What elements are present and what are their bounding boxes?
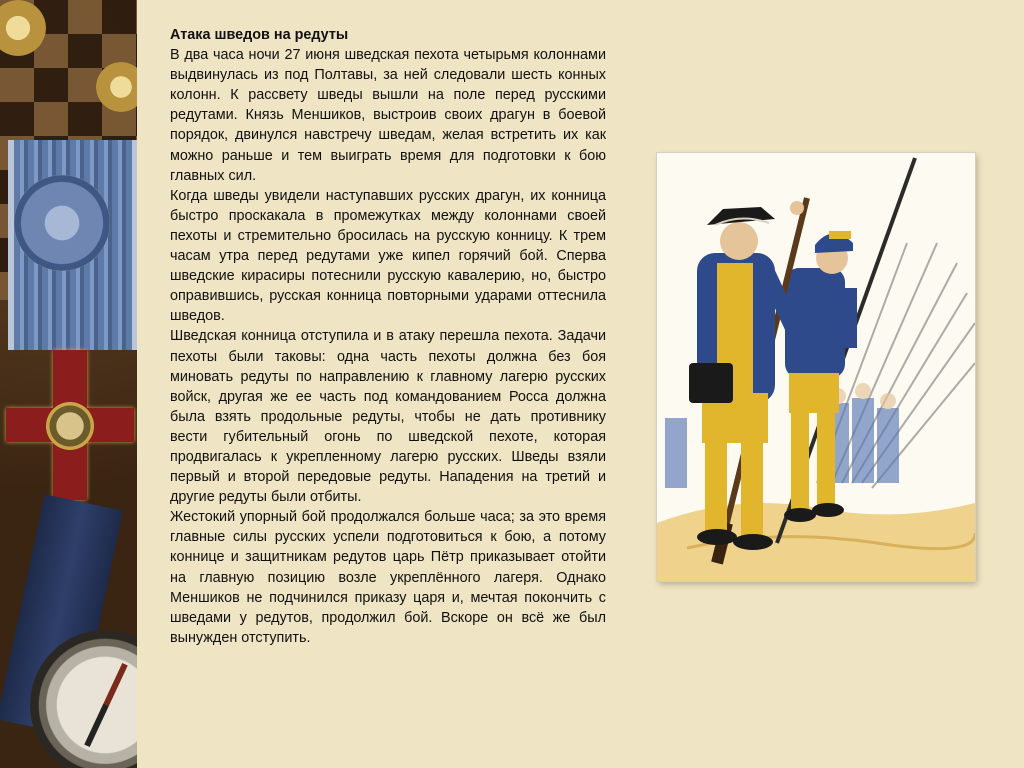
swedish-infantry-illustration <box>657 153 975 581</box>
article <box>170 25 606 648</box>
article-paragraph: В два часа ночи 27 июня шведская пехота четырьмя колоннами выдвинулась из под Полтавы, за ней следовали шесть конных колонн. К рассвету шведы вышли на поле перед русскими редутами. Князь Меншиков, выстроив своих драгун в боевой порядок, двинулся навстречу шведам, желая встретить их как можно раньше и тем выиграть время для подготовки к бою главных сил. <box>170 47 606 184</box>
article-title: Атака шведов на редуты <box>170 27 349 43</box>
article-paragraph: Жестокий упорный бой продолжался больше часа; за это время главные силы русских успели подготовиться к бою, а потому коннице и защитникам редутов царь Пётр приказывает отойти на главную позицию возле укреплённого лагеря. Однако Меншиков не подчинился приказу царя и, мечтая покончить с шведами у редутов, продолжил бой. Вскоре он всё же был вынужден отступить. <box>170 509 606 646</box>
soldiers-drawing <box>657 153 975 581</box>
ribbon-rosette-icon <box>14 175 110 271</box>
decorative-medals-strip <box>0 0 137 768</box>
article-paragraph: Шведская конница отступила и в атаку перешла пехота. Задачи пехоты были таковы: одна часть пехоты должна без боя миновать редуты по направлению к главному лагерю русских войск, другая же ее часть под командованием Росса должна была взять продольные редуты, чтобы не дать противнику вести губительный огонь по шведской пехоте, которая продвигалась к укрепленному лагерю русских. Шведы взяли первый и второй передовые редуты. Нападения на третий и другие редуты были отбиты. <box>170 328 606 506</box>
article-paragraph: Когда шведы увидели наступавших русских драгун, их конница быстро проскакала в промежутках между колоннами своей пехоты и стремительно бросилась на русскую конницу. К трем часам утра перед редутами уже кипел горячий бой. Сперва шведские кирасиры потеснили русскую кавалерию, но, быстро оправившись, русская конница повторными ударами оттеснила шведов. <box>170 187 606 325</box>
order-medallion-icon <box>46 402 94 450</box>
